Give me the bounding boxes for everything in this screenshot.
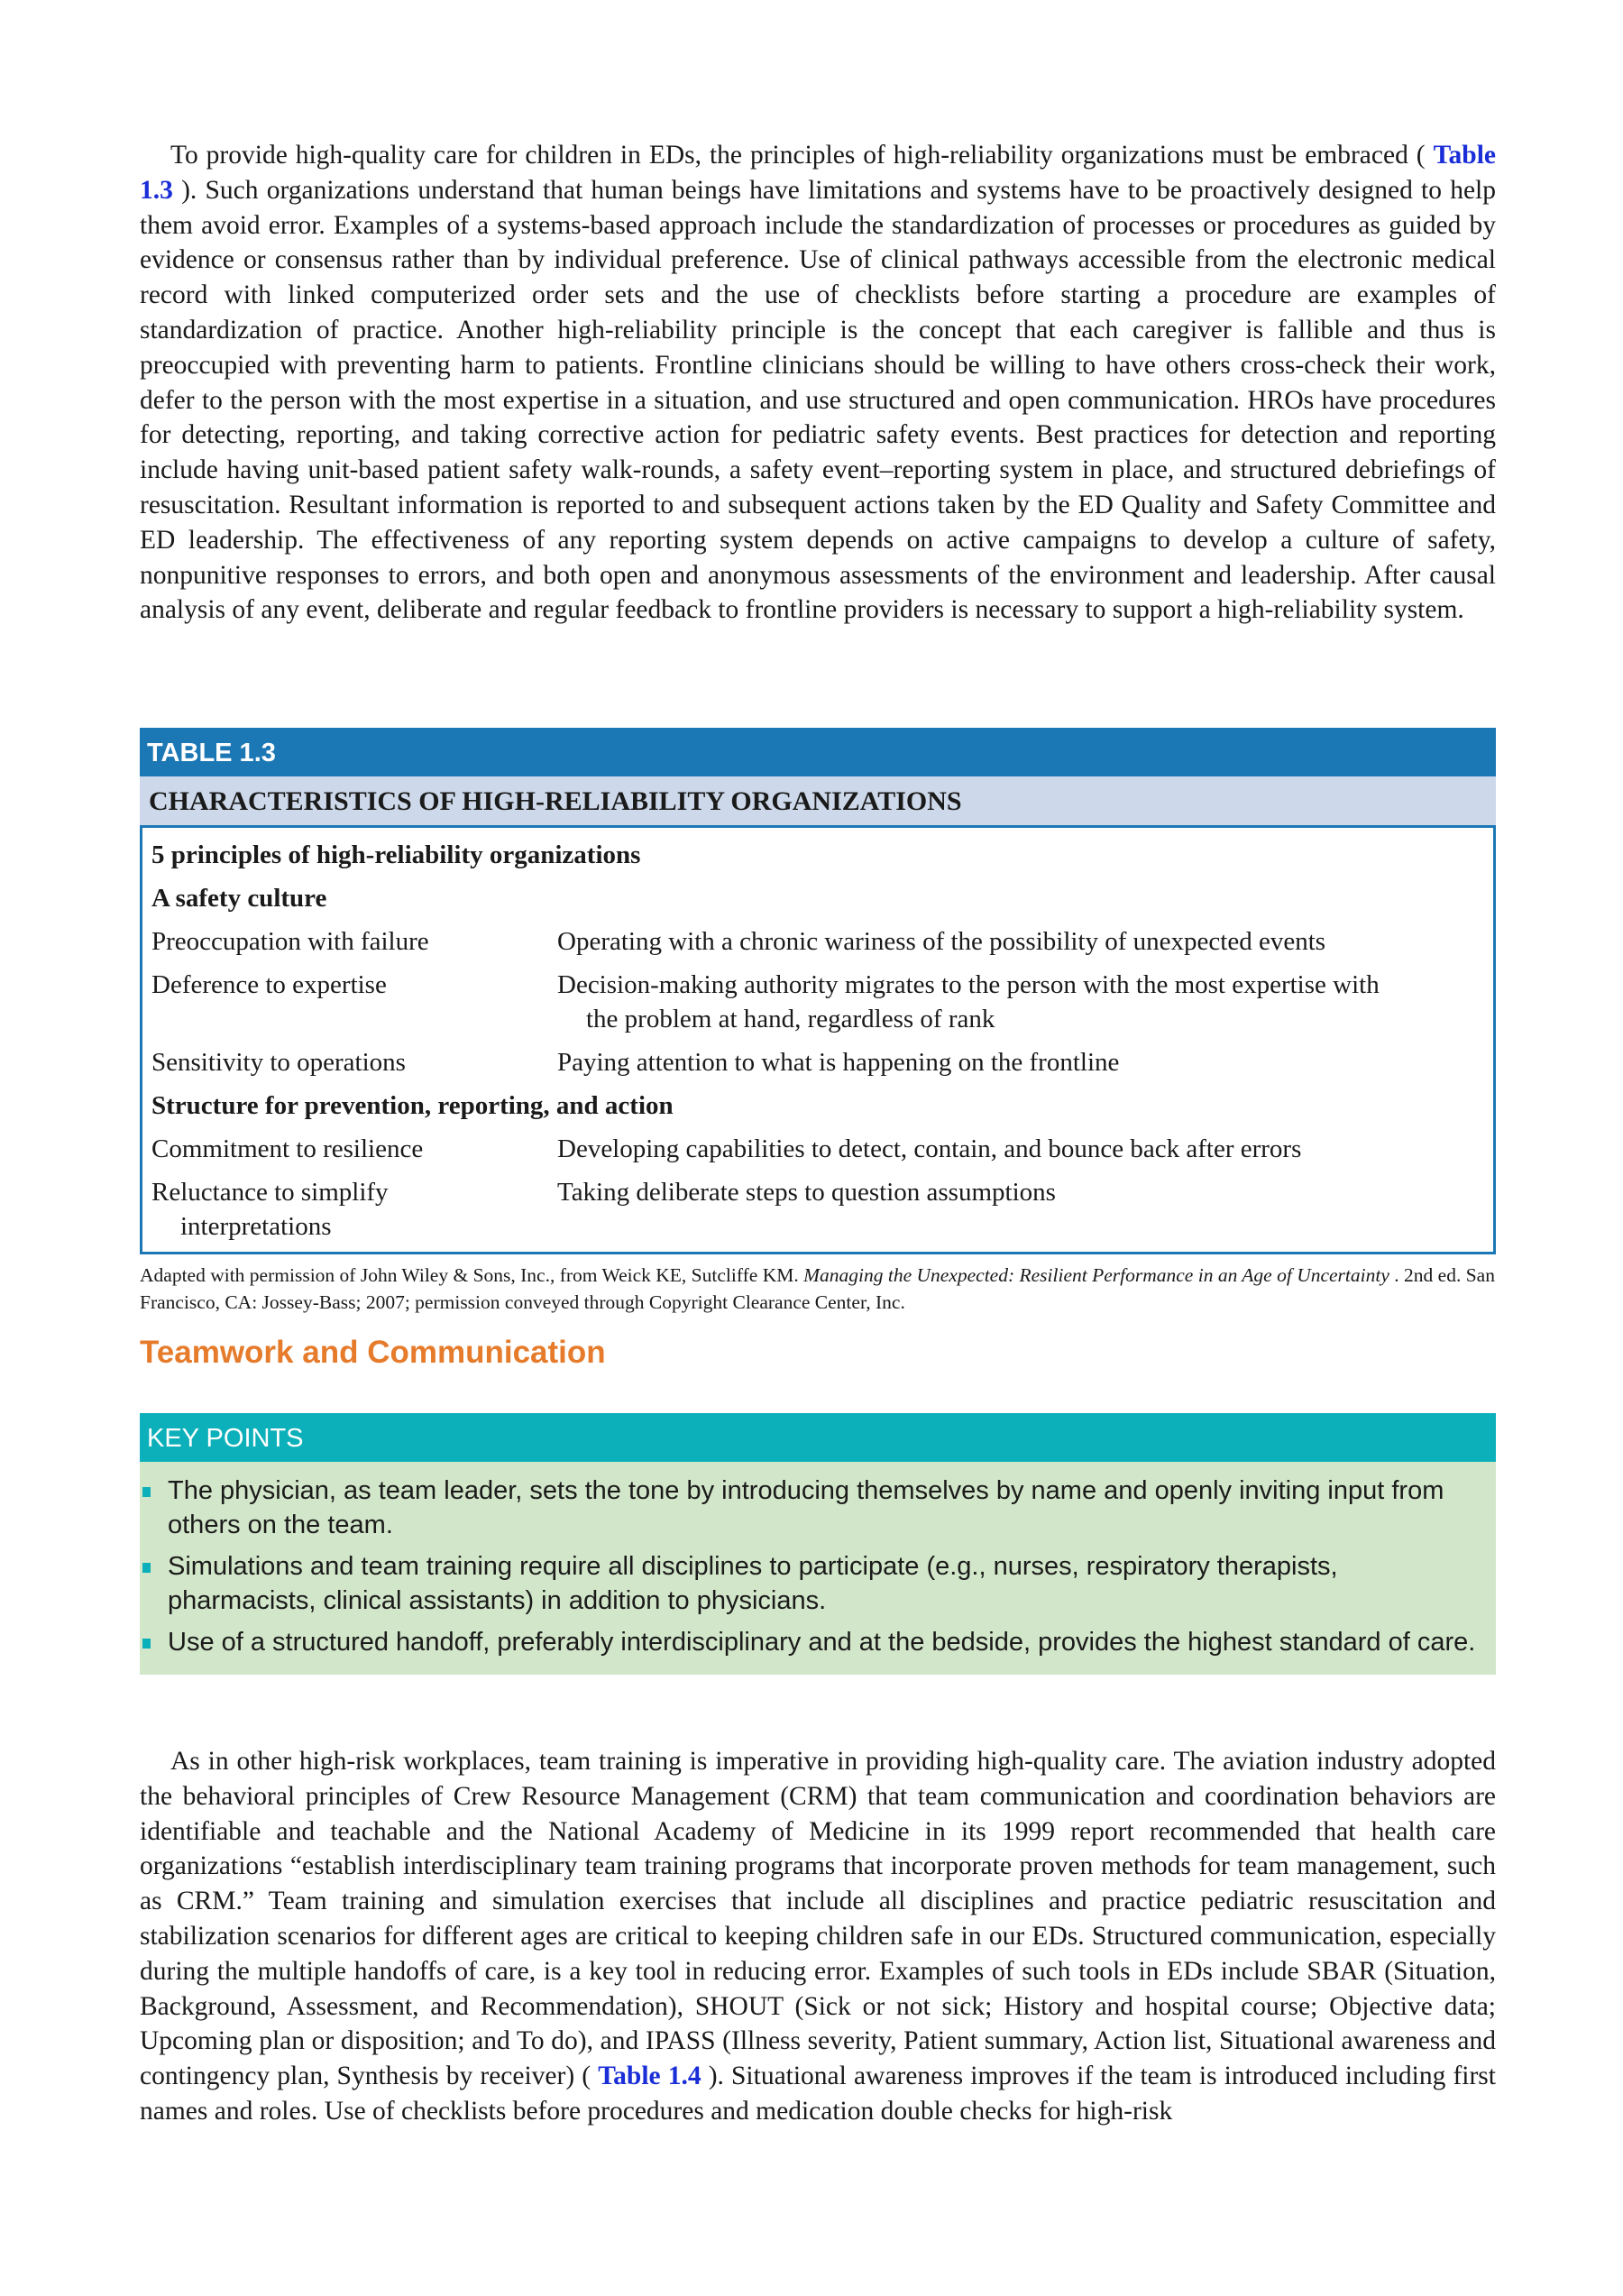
key-point-item — [140, 1474, 1478, 1542]
paragraph-text: As in other high-risk workplaces, team training is imperative in providing high-quality care. The aviation industry adopted the behavioral principles of Crew Resource Management (CRM) that team communication and coordination behaviors are identifiable and teachable and the National Academy of Medicine in its 1999 report recommended that health care organizations “establish interdisciplinary team training programs that incorporate proven methods for team management, such as CRM.” Team training and simulation exercises that include all disciplines and practice pediatric resuscitation and stabilization scenarios for different ages are critical to keeping children safe in our EDs. Structured communication, especially during the multiple handoffs of care, is a key tool in reducing error. Examples of such tools in EDs include SBAR (Situation, Background, Assessment, and Recommendation), SHOUT (Sick or not sick; History and hospital course; Objective data; Upcoming plan or disposition; and To do), and IPASS (Illness severity, Patient summary, Action list, Situational awareness and contingency plan, Synthesis by receiver) ( — [140, 1747, 1496, 2091]
principle-term: Deference to expertise — [151, 970, 387, 999]
desc-text-cont: the problem at hand, regardless of rank — [586, 1005, 995, 1033]
principle-desc — [557, 1045, 1493, 1079]
caption-text: . 2nd ed. San Francisco, CA: Jossey-Bass; 2007; permission conveyed through Copyright Clearance Center, Inc. — [140, 1264, 1495, 1313]
principle-term: Preoccupation with failure — [151, 927, 429, 956]
body-paragraph-2 — [140, 1744, 1496, 2129]
table-heading-text: 5 principles of high-reliability organizations — [151, 840, 641, 869]
key-point-text: Use of a structured handoff, preferably interdisciplinary and at the bedside, provides the highest standard of care. — [168, 1628, 1476, 1657]
term-text: Commitment to resilience — [151, 1134, 424, 1163]
table-row — [151, 1171, 1493, 1248]
desc-text: Paying attention to what is happening on the frontline — [557, 1048, 1120, 1077]
key-points-box — [140, 1413, 1496, 1675]
table-row — [151, 1127, 1493, 1171]
principle-desc: Developing capabilities to detect, contain, and bounce back after errors — [557, 1134, 1302, 1163]
principle-desc — [557, 924, 1493, 959]
principle-term: Sensitivity to operations — [151, 1048, 406, 1077]
caption-text: Adapted with permission of John Wiley & Sons, Inc., from Weick KE, Sutcliffe KM. — [140, 1264, 804, 1286]
table-1-3 — [140, 728, 1496, 1316]
caption-book-title: Managing the Unexpected: Resilient Performance in an Age of Uncertainty — [803, 1264, 1389, 1286]
principle-term — [151, 1175, 557, 1244]
body-paragraph-1 — [140, 138, 1496, 628]
table-row — [151, 963, 1493, 1041]
desc-text: Operating with a chronic wariness of the possibility of unexpected events — [557, 927, 1326, 956]
key-point-text: Simulations and team training require all disciplines to participate (e.g., nurses, respiratory therapists, pharmacists, clinical assistants) in addition to physicians. — [168, 1552, 1338, 1615]
key-points-list — [140, 1462, 1496, 1675]
table-caption — [140, 1262, 1496, 1316]
desc-text: Decision-making authority migrates to the person with the most expertise with — [557, 970, 1380, 999]
key-points-label: KEY POINTS — [140, 1413, 1496, 1462]
table-body — [140, 828, 1496, 1254]
table-section — [151, 877, 1493, 920]
term-text-cont: interpretations — [180, 1212, 332, 1241]
key-point-item — [140, 1550, 1478, 1618]
paragraph-text: ). Situational awareness improves if the team is introduced including first names and roles. Use of checklists before procedures and medication double checks for high-risk — [140, 2062, 1496, 2126]
table-section — [151, 1084, 1493, 1127]
square-bullet-icon — [142, 1487, 151, 1497]
principle-desc — [557, 968, 1493, 1036]
principle-term — [151, 1132, 557, 1166]
paragraph-text: ). Such organizations understand that human beings have limitations and systems have to be proactively designed to help them avoid error. Examples of a systems-based approach include the standardization of processes or procedures as guided by evidence or consensus rather than by individual preference. Use of clinical pathways accessible from the electronic medical record with linked computerized order sets and the use of checklists before starting a procedure are examples of standardization of practice. Another high-reliability principle is the concept that each caregiver is fallible and thus is preoccupied with preventing harm to patients. Frontline clinicians should be willing to have others cross-check their work, defer to the person with the most expertise in a situation, and use structured and open communication. HROs have procedures for detecting, reporting, and taking corrective action for pediatric safety events. Best practices for detection and reporting include having unit-based patient safety walk-rounds, a safety event–reporting system in place, and structured debriefings of resuscitation. Resultant information is reported to and subsequent actions taken by the ED Quality and Safety Committee and ED leadership. The effectiveness of any reporting system depends on active campaigns to develop a culture of safety, nonpunitive responses to errors, and both open and anonymous assessments of the environment and leadership. After causal analysis of any event, deliberate and regular feedback to frontline providers is necessary to support a high-reliability system. — [140, 175, 1496, 625]
section-text: A safety culture — [151, 884, 327, 913]
section-text: Structure for prevention, reporting, and action — [151, 1091, 674, 1120]
square-bullet-icon — [142, 1639, 151, 1649]
key-point-item — [140, 1626, 1478, 1660]
table-title: CHARACTERISTICS OF HIGH-RELIABILITY ORGANIZATIONS — [140, 776, 1496, 828]
section-heading: Teamwork and Communication — [140, 1335, 606, 1370]
table-row — [151, 920, 1493, 963]
table-row — [151, 1041, 1493, 1084]
table-label: TABLE 1.3 — [140, 728, 1496, 776]
key-point-text: The physician, as team leader, sets the tone by introducing themselves by name and openly inviting input from others on the team. — [168, 1476, 1444, 1539]
square-bullet-icon — [142, 1563, 151, 1573]
table-heading — [151, 833, 1493, 877]
term-text: Reluctance to simplify — [151, 1178, 389, 1207]
principle-desc: Taking deliberate steps to question assumptions — [557, 1178, 1056, 1207]
table-1-4-link[interactable]: Table 1.4 — [598, 2062, 701, 2091]
table-1-3-link[interactable]: Table 1.3 — [140, 141, 1496, 205]
paragraph-text: To provide high-quality care for children in EDs, the principles of high-reliability organizations must be embraced ( — [170, 141, 1434, 170]
